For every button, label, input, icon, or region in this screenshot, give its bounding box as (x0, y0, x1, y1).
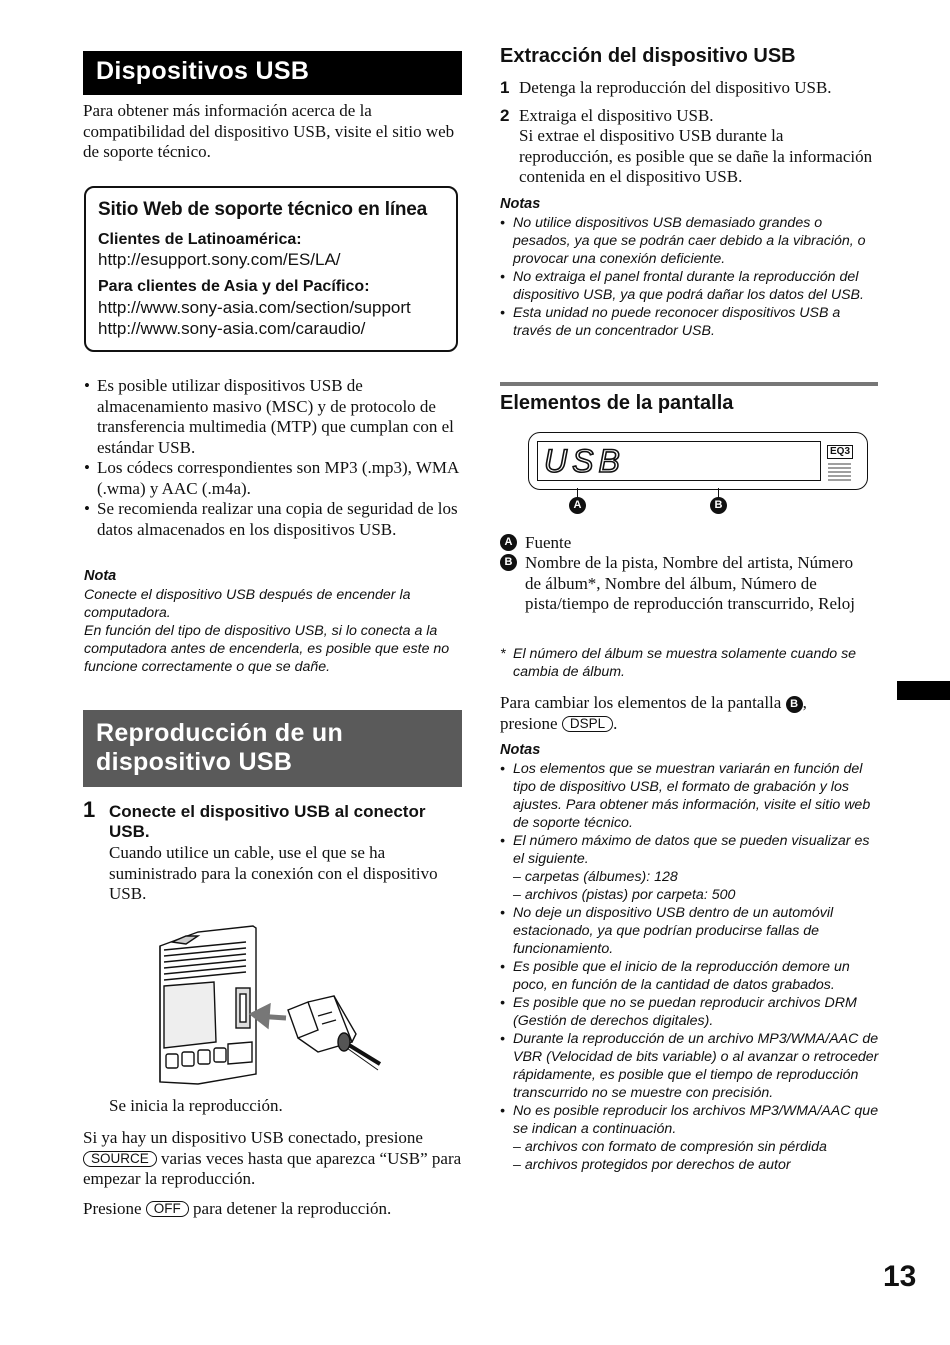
callout-a-badge: A (569, 497, 586, 514)
nota-line: Conecte el dispositivo USB después de encender la computadora. (84, 587, 411, 621)
intro-paragraph: Para obtener más información acerca de la compatibilidad del dispositivo USB, visite el sitio web de soporte técnico. (83, 101, 455, 161)
list-item: • Es posible que el inicio de la reproducción demore un poco, en función de la cantidad de datos grabados. (500, 958, 880, 994)
notas-title: Notas (500, 742, 541, 758)
list-item (500, 832, 880, 904)
step-text: Extraiga el dispositivo USB. (519, 105, 714, 125)
footnote-text: El número del álbum se muestra solamente cuando se cambia de álbum. (513, 646, 857, 680)
list-item: • Durante la reproducción de un archivo MP3/WMA/AAC de VBR (Velocidad de bits variable) o al avanzar o retroceder rápidamente, es posible que el tiempo de reproducción transcurrido no se muestre con precisión. (500, 1030, 880, 1102)
section-divider (500, 382, 878, 386)
display-window (537, 441, 821, 481)
display-source-text: USB (544, 443, 625, 479)
text-span: Para cambiar los elementos de la pantalla (500, 693, 782, 712)
footnote-mark: * (500, 646, 506, 662)
latam-url[interactable]: http://esupport.sony.com/ES/LA/ (98, 250, 341, 269)
legend-b (500, 553, 860, 615)
source-button: SOURCE (83, 1151, 157, 1167)
inline-b-badge: B (786, 696, 803, 713)
note-subitem: – archivos con formato de compresión sin pérdida (513, 1139, 827, 1155)
list-item: • No extraiga el panel frontal durante la reproducción del dispositivo USB, ya que podrá dañar los datos del USB. (500, 268, 880, 304)
page-number: 13 (883, 1260, 917, 1293)
playback-starts-text: Se inicia la reproducción. (109, 1096, 283, 1115)
list-item: • Se recomienda realizar una copia de seguridad de los datos almacenados en los dispositivos USB. (84, 499, 462, 540)
list-item (500, 1102, 880, 1174)
section-heading-usb-devices: Dispositivos USB (83, 51, 462, 95)
legend-b-text: Nombre de la pista, Nombre del artista, Número de álbum*, Nombre del álbum, Número de pista/tiempo de reproducción transcurrido, Reloj (525, 553, 855, 613)
off-button: OFF (146, 1201, 189, 1217)
legend-a (500, 533, 860, 554)
change-display-paragraph: Para cambiar los elementos de la pantalla B , presione DSPL . (500, 693, 807, 733)
usb-bullet-list (84, 376, 462, 540)
text-span: presione (500, 713, 558, 733)
section-heading-usb-playback: Reproducción de un dispositivo USB (83, 710, 462, 787)
nota-title: Nota (84, 568, 117, 584)
display-panel (528, 432, 868, 490)
text-span: para detener la reproducción. (193, 1199, 392, 1218)
section-side-tab (897, 681, 950, 700)
support-website-box (84, 186, 458, 352)
step-number: 1 (83, 797, 96, 822)
notas-list-2 (500, 760, 880, 1174)
list-item: • Los elementos que se muestran variarán en función del tipo de dispositivo USB, el formato de grabación y los ajustes. Para obtener más información, visite el sitio web de soporte técnico. (500, 760, 880, 832)
step-number: 1 (500, 78, 510, 97)
notas-title: Notas (500, 196, 541, 212)
note-subitem: – archivos (pistas) por carpeta: 500 (513, 887, 736, 903)
text-span: varias veces hasta que aparezca “USB” para empezar la reproducción. (83, 1148, 462, 1188)
eq-indicator: EQ3 (827, 445, 853, 459)
note-subitem: – carpetas (álbumes): 128 (513, 869, 678, 885)
legend-b-badge: B (500, 554, 517, 571)
step-number: 2 (500, 105, 510, 125)
text-span: Si ya hay un dispositivo USB conectado, presione (83, 1128, 423, 1147)
extract-heading: Extracción del dispositivo USB (500, 45, 796, 67)
asia-url-support[interactable]: http://www.sony-asia.com/section/support (98, 298, 411, 317)
step1-text: Cuando utilice un cable, use el que se ha suministrado para la conexión con el dispositivo USB. (109, 843, 438, 903)
legend-a-badge: A (500, 534, 517, 551)
support-box-title: Sitio Web de soporte técnico en línea (98, 199, 428, 220)
nota-text (84, 586, 466, 676)
step1-title: Conecte el dispositivo USB al conector USB. (109, 802, 426, 841)
step-text: Detenga la reproducción del dispositivo USB. (519, 78, 832, 97)
note-text: • El número máximo de datos que se pueden visualizar es el siguiente. (513, 833, 870, 867)
extract-steps (500, 78, 880, 188)
dspl-button: DSPL (562, 716, 613, 732)
asia-url-caraudio[interactable]: http://www.sony-asia.com/caraudio/ (98, 319, 366, 338)
list-item: • Es posible utilizar dispositivos USB de almacenamiento masivo (MSC) y de protocolo de transferencia multimedia (MTP) que cumplan con el estándar USB. (84, 376, 462, 458)
list-item: • Es posible que no se puedan reproducir archivos DRM (Gestión de derechos digitales). (500, 994, 880, 1030)
footnote (500, 645, 880, 681)
text-span: Presione (83, 1199, 142, 1218)
display-heading: Elementos de la pantalla (500, 392, 734, 414)
list-item (500, 78, 880, 99)
equalizer-bars-icon (827, 461, 853, 481)
list-item (500, 106, 880, 188)
note-text: • No es posible reproducir los archivos MP3/WMA/AAC que se indican a continuación. (513, 1103, 879, 1137)
usb-connection-illustration (158, 924, 390, 1086)
list-item: • Los códecs correspondientes son MP3 (.mp3), WMA (.wma) y AAC (.m4a). (84, 458, 462, 499)
asia-label: Para clientes de Asia y del Pacífico: (98, 278, 370, 295)
step-subtext: Si extrae el dispositivo USB durante la reproducción, es posible que se dañe la información contenida en el dispositivo USB. (519, 126, 873, 186)
nota-line: En función del tipo de dispositivo USB, si lo conecta a la computadora antes de encenderla, es posible que este no funcione correctamente o que se dañe. (84, 623, 450, 675)
list-item: • No utilice dispositivos USB demasiado grandes o pesados, ya que se podrán caer debido a la vibración, o provocar una conexión deficiente. (500, 214, 880, 268)
list-item: • Esta unidad no puede reconocer dispositivos USB a través de un concentrador USB. (500, 304, 880, 340)
already-connected-paragraph (83, 1128, 463, 1190)
list-item: • No deje un dispositivo USB dentro de un automóvil estacionado, ya que podrían producirse fallas de funcionamiento. (500, 904, 880, 958)
stop-paragraph (83, 1199, 463, 1220)
note-subitem: – archivos protegidos por derechos de autor (513, 1157, 791, 1173)
latam-label: Clientes de Latinoamérica: (98, 231, 302, 248)
callout-b-badge: B (710, 497, 727, 514)
legend-a-text: Fuente (525, 533, 572, 552)
notas-list-1 (500, 214, 880, 340)
